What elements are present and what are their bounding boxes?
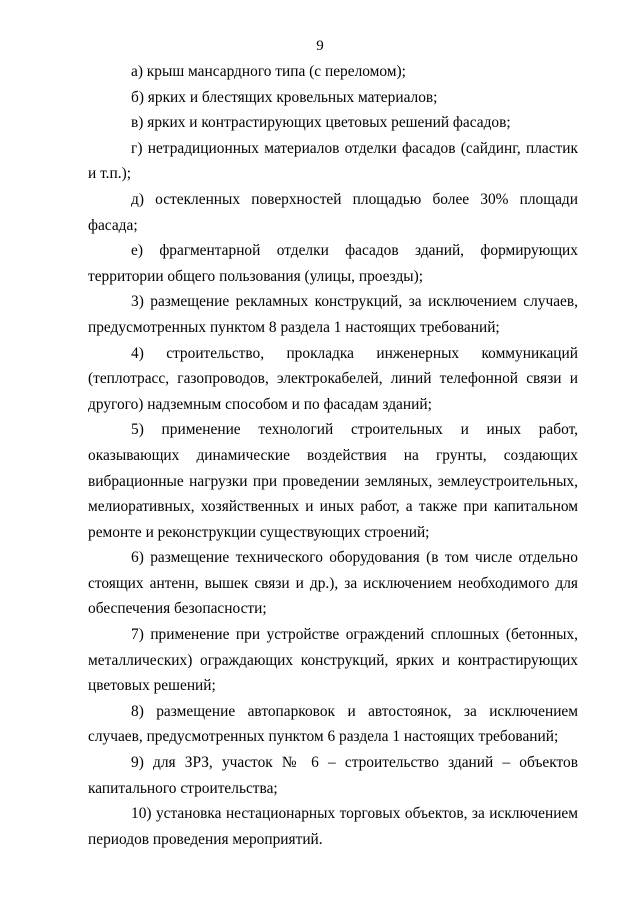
list-item: 3) размещение рекламных конструкций, за исключением случаев, предусмотренных пунктом 8 раздела 1 настоящих требований; [88, 293, 578, 336]
list-item: 7) применение при устройстве ограждений сплошных (бетонных, металлических) ограждающих конструкций, ярких и контрастирующих цветовых решений; [88, 626, 578, 695]
list-item: д) остекленных поверхностей площадью более 30% площади фасада; [88, 190, 578, 234]
list-item: 5) применение технологий строительных и иных работ, оказывающих динамические воздействия на грунты, создающих вибрационные нагрузки при проведении земляных, землеустроительных, мелиоративных, хозяйственных и иных работ, а также при капитальном ремонте и реконструкции существующих строений; [88, 421, 578, 541]
page-number: 9 [316, 38, 324, 54]
list-item: г) нетрадиционных материалов отделки фасадов (сайдинг, пластик и т.п.); [88, 139, 578, 183]
list-item: б) ярких и блестящих кровельных материалов; [131, 88, 438, 106]
list-item: 10) установка нестационарных торговых объектов, за исключением периодов проведения мероприятий. [88, 805, 578, 848]
list-item: а) крыш мансардного типа (с переломом); [131, 63, 406, 80]
list-item: 4) строительство, прокладка инженерных коммуникаций (теплотрасс, газопроводов, электрокабелей, линий телефонной связи и другого) надземным способом и по фасадам зданий; [88, 344, 578, 413]
list-item: 6) размещение технического оборудования (в том числе отдельно стоящих антенн, вышек связи и др.), за исключением необходимого для обеспечения безопасности; [88, 549, 578, 618]
list-item: 9) для ЗРЗ, участок № 6 – строительство зданий – объектов капитального строительства; [88, 754, 578, 797]
list-item: 8) размещение автопарковок и автостоянок, за исключением случаев, предусмотренных пунктом 6 раздела 1 настоящих требований; [88, 702, 578, 746]
list-item: в) ярких и контрастирующих цветовых решений фасадов; [131, 114, 511, 132]
document-body [88, 59, 578, 852]
list-item: е) фрагментарной отделки фасадов зданий, формирующих территории общего пользования (улицы, проезды); [88, 242, 578, 285]
